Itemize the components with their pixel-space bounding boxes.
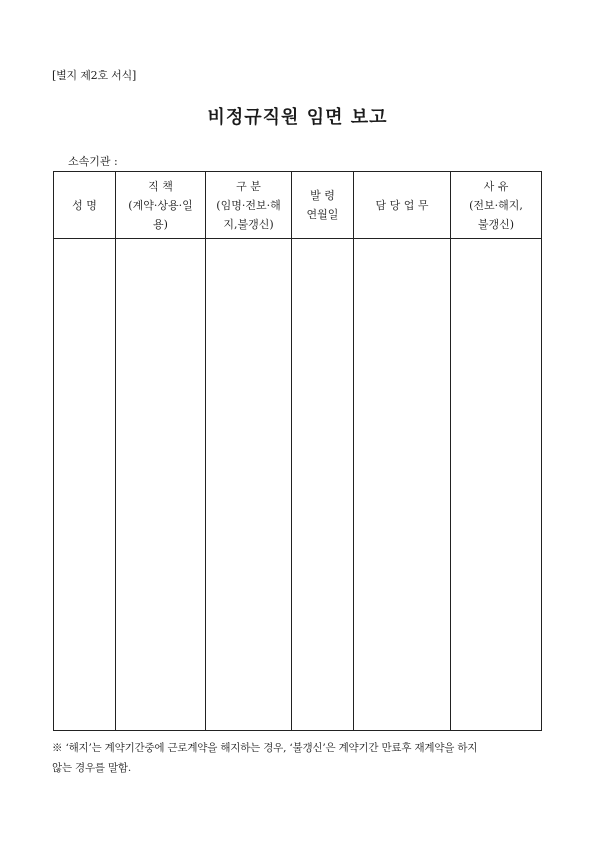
footnote-line: ※ ‘해지’는 계약기간중에 근로계약을 해지하는 경우, ‘불갱신’은 계약기간 만료후 재계약을 하지 bbox=[52, 742, 478, 754]
header-date-line: 발 령 bbox=[310, 189, 335, 202]
cell-position[interactable] bbox=[116, 239, 206, 731]
cell-category[interactable] bbox=[206, 239, 292, 731]
header-row bbox=[54, 172, 542, 239]
header-position-line: 직 책 bbox=[148, 179, 173, 193]
header-appointment-date bbox=[292, 172, 354, 239]
header-reason bbox=[451, 172, 542, 239]
cell-appointment-date[interactable] bbox=[292, 239, 354, 731]
header-reason-line: 사 유 bbox=[483, 179, 509, 193]
header-duties bbox=[354, 172, 451, 239]
header-category-line: 구 분 bbox=[236, 179, 261, 193]
header-name bbox=[54, 172, 116, 239]
organization-label: 소속기관 : bbox=[68, 155, 118, 168]
header-date-line: 연월일 bbox=[306, 208, 339, 221]
table-row bbox=[54, 239, 542, 731]
cell-name[interactable] bbox=[54, 239, 116, 731]
report-table bbox=[53, 171, 542, 731]
form-number-label: [별지 제2호 서식] bbox=[52, 69, 137, 82]
footnote bbox=[52, 738, 542, 778]
cell-duties[interactable] bbox=[354, 239, 451, 731]
header-position-line: (계약·상용·일 bbox=[128, 198, 193, 212]
header-category-line: (임명·전보·해 bbox=[216, 198, 281, 212]
cell-reason[interactable] bbox=[451, 239, 542, 731]
header-reason-line: (전보·해지, bbox=[469, 198, 523, 212]
header-category bbox=[206, 172, 292, 239]
header-duties-line: 담 당 업 무 bbox=[375, 198, 429, 212]
header-reason-line: 불갱신) bbox=[477, 217, 515, 231]
header-position-line: 용) bbox=[153, 217, 168, 231]
header-category-line: 지,불갱신) bbox=[223, 217, 274, 231]
footnote-line: 않는 경우를 말함. bbox=[52, 762, 132, 774]
header-name-line: 성 명 bbox=[72, 198, 97, 212]
header-position bbox=[116, 172, 206, 239]
page-title: 비정규직원 임면 보고 bbox=[207, 107, 388, 128]
